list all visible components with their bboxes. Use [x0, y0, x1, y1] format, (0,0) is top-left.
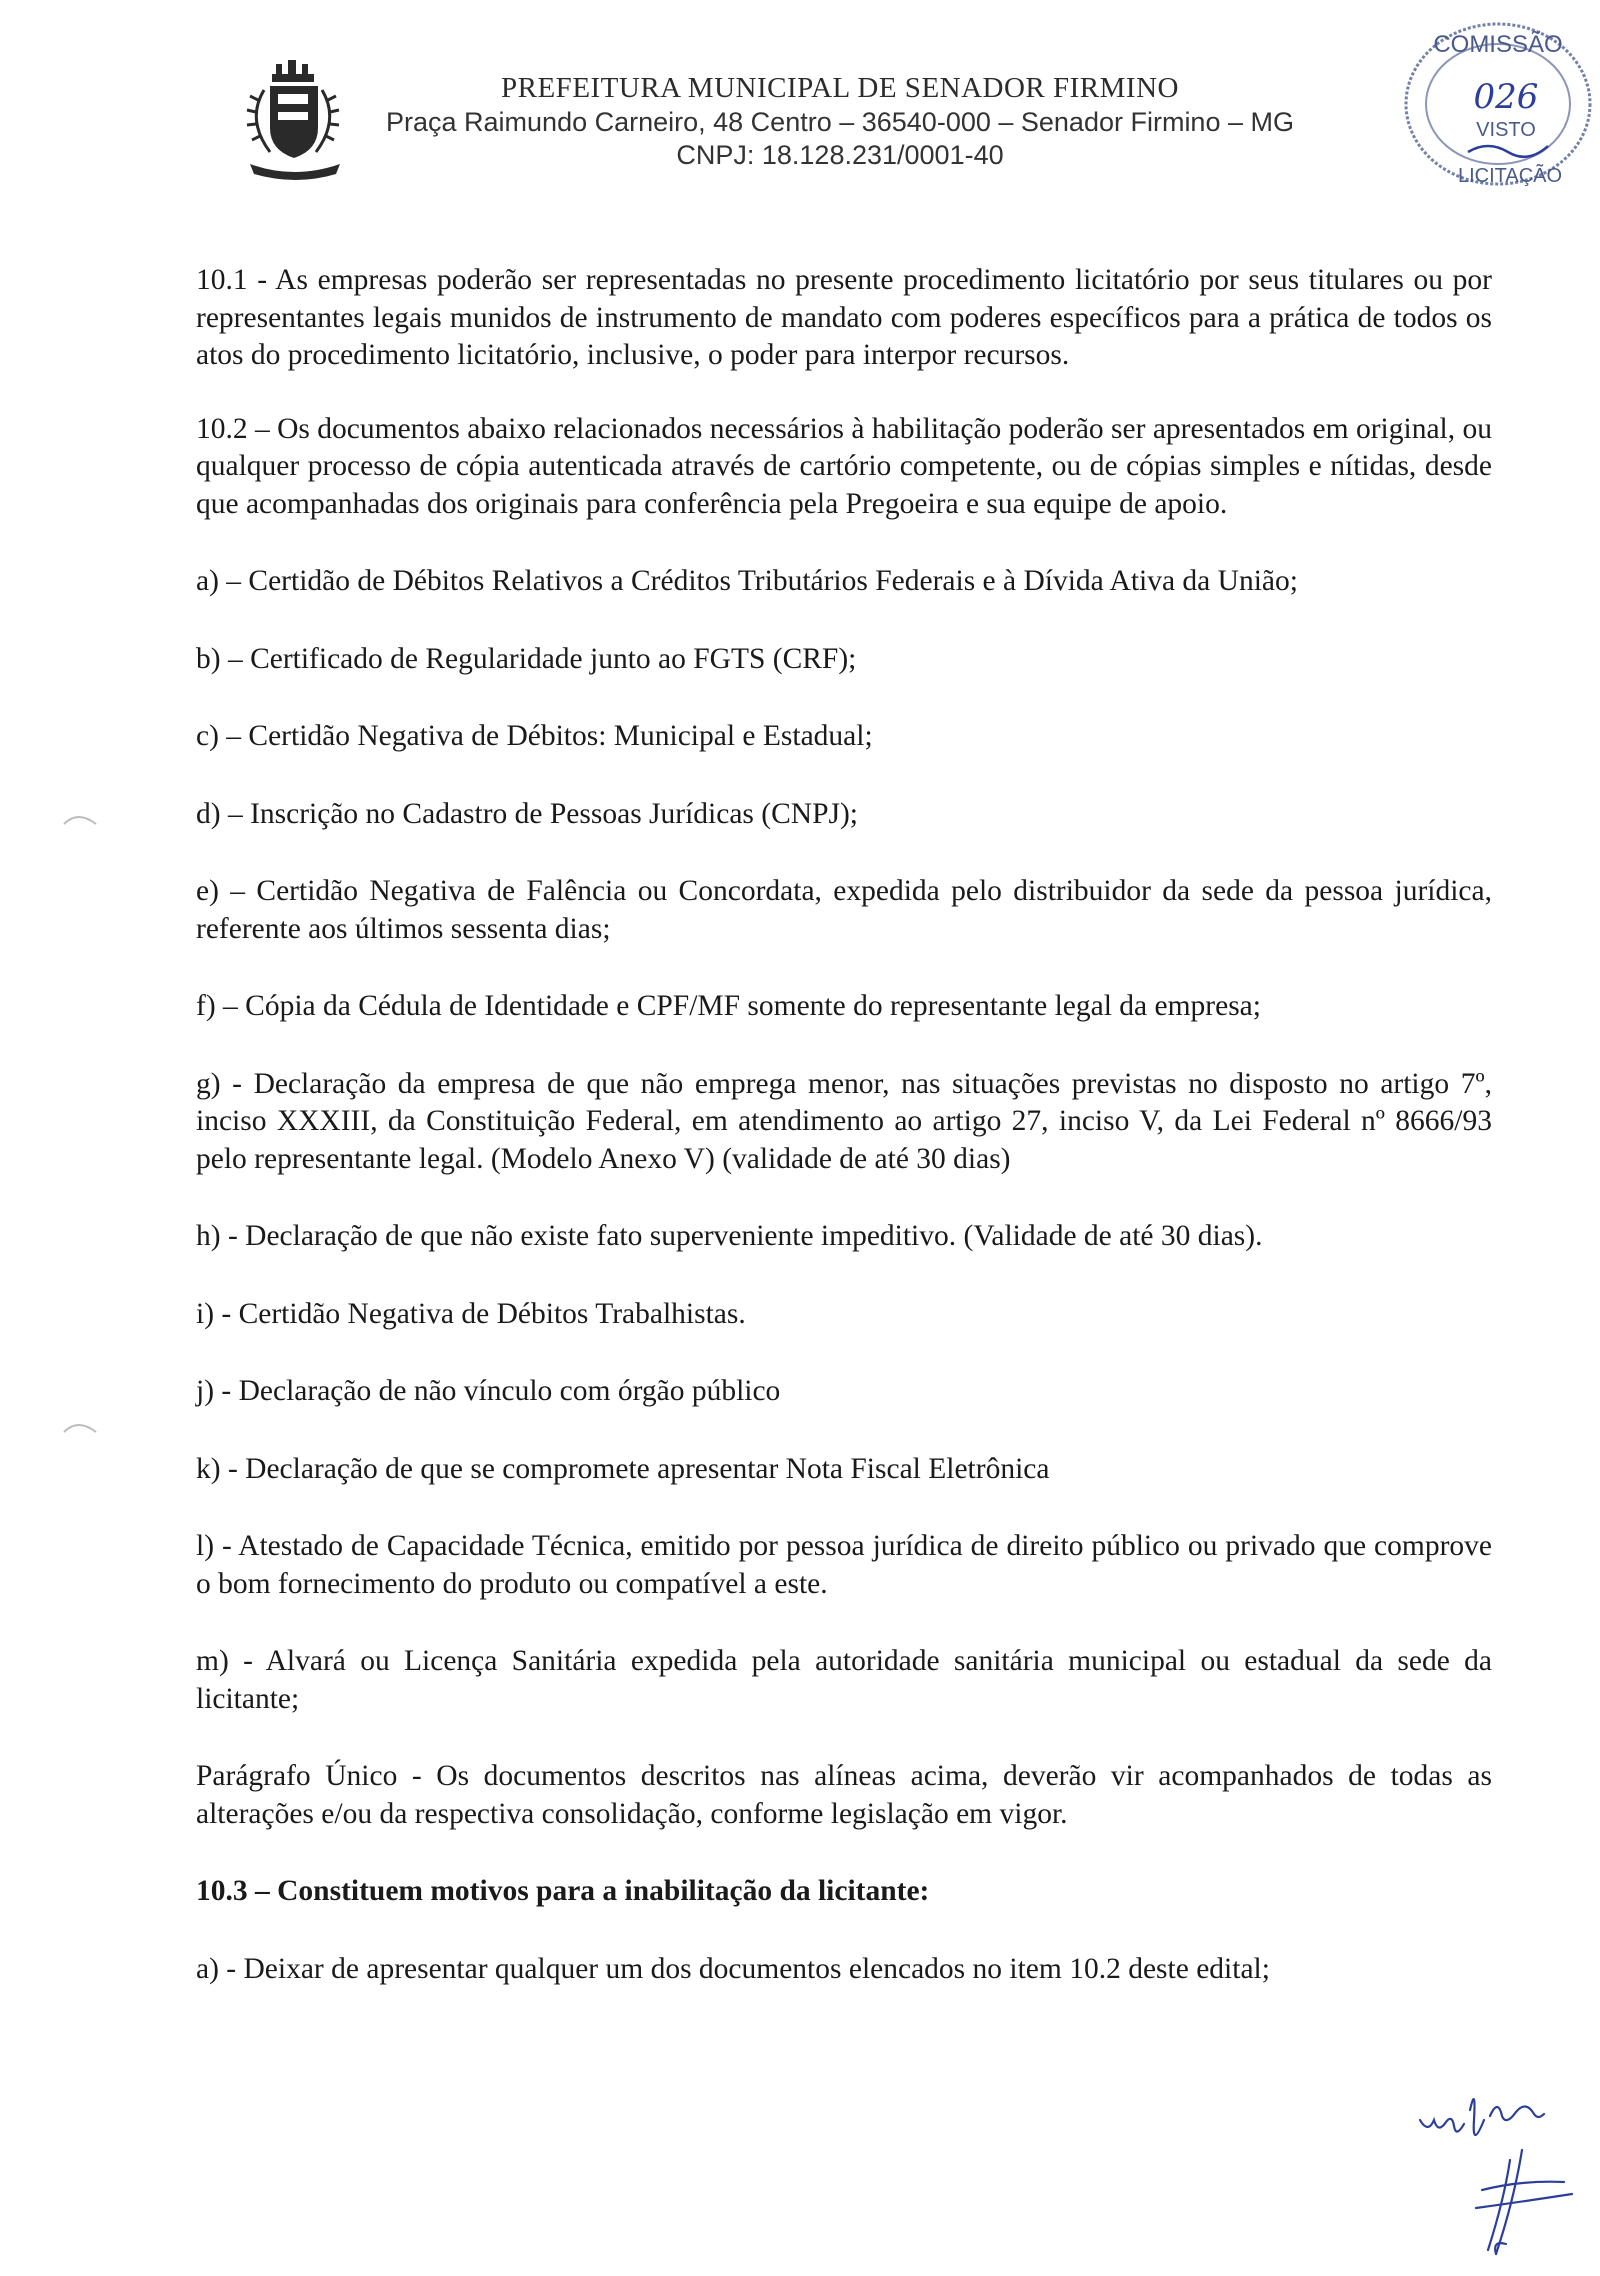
list-item-l: l) - Atestado de Capacidade Técnica, emitido por pessoa jurídica de direito público ou privado que comprove o bom fornecimento do produto ou compatível a este. [196, 1530, 1492, 1600]
stamp-bottom-text: LICITAÇÃO [1457, 165, 1563, 187]
list-item-b: b) – Certificado de Regularidade junto ao FGTS (CRF); [196, 642, 857, 675]
list-item-10-3-a: a) - Deixar de apresentar qualquer um dos documentos elencados no item 10.2 deste edital; [196, 1952, 1270, 1985]
paragraph-10-2: 10.2 – Os documentos abaixo relacionados necessários à habilitação poderão ser apresentados em original, ou qualquer processo de cópia autenticada através de cartório competente, ou de cópias simples e nítidas, desde que acompanhadas dos originais para conferência pela Pregoeira e sua equipe de apoio. [196, 412, 1492, 520]
institution-cnpj: CNPJ: 18.128.231/0001-40 [676, 140, 1004, 170]
list-item-e: e) – Certidão Negativa de Falência ou Concordata, expedida pelo distribuidor da sede da pessoa jurídica, referente aos últimos sessenta dias; [196, 875, 1492, 945]
margin-mark [62, 1420, 98, 1434]
stamp-number: 026 [1473, 77, 1539, 117]
list-item-c: c) – Certidão Negativa de Débitos: Municipal e Estadual; [196, 720, 873, 752]
institution-name: PREFEITURA MUNICIPAL DE SENADOR FIRMINO [501, 72, 1179, 104]
handwritten-signature [1410, 2080, 1600, 2270]
list-item-m: m) - Alvará ou Licença Sanitária expedida pela autoridade sanitária municipal ou estadual da sede da licitante; [196, 1645, 1492, 1715]
paragraph-10-1: 10.1 - As empresas poderão ser representadas no presente procedimento licitatório por seus titulares ou por representantes legais munidos de instrumento de mandato com poderes específicos para a prática de todos os atos do procedimento licitatório, inclusive, o poder para interpor recursos. [196, 264, 1492, 371]
margin-mark [62, 812, 98, 826]
paragrafo-unico: Parágrafo Único - Os documentos descritos nas alíneas acima, deverão vir acompanhados de todas as alterações e/ou da respectiva consolidação, conforme legislação em vigor. [196, 1760, 1492, 1830]
list-item-g: g) - Declaração da empresa de que não emprega menor, nas situações previstas no disposto no artigo 7º, inciso XXXIII, da Constituição Federal, em atendimento ao artigo 27, inciso V, da Lei Federal nº 8666/93 pelo representante legal. (Modelo Anexo V) (validade de até 30 dias) [196, 1067, 1492, 1175]
list-item-a: a) – Certidão de Débitos Relativos a Créditos Tributários Federais e à Dívida Ativa da União; [196, 565, 1298, 597]
stamp-visto: VISTO [1476, 119, 1536, 141]
list-item-f: f) – Cópia da Cédula de Identidade e CPF/MF somente do representante legal da empresa; [196, 990, 1261, 1022]
institution-address: Praça Raimundo Carneiro, 48 Centro – 36540-000 – Senador Firmino – MG [386, 107, 1294, 137]
list-item-k: k) - Declaração de que se compromete apresentar Nota Fiscal Eletrônica [196, 1452, 1050, 1485]
list-item-d: d) – Inscrição no Cadastro de Pessoas Jurídicas (CNPJ); [196, 797, 858, 830]
stamp-top-text: COMISSÃO [1433, 31, 1563, 58]
document-body [196, 262, 1492, 1988]
list-item-h: h) - Declaração de que não existe fato superveniente impeditivo. (Validade de até 30 dias). [196, 1220, 1263, 1252]
document-header [0, 0, 1600, 200]
commission-stamp-icon [1398, 12, 1598, 192]
list-item-i: i) - Certidão Negativa de Débitos Trabalhistas. [196, 1297, 746, 1330]
header-text-block [300, 72, 1380, 171]
list-item-j: j) - Declaração de não vínculo com órgão público [196, 1375, 781, 1407]
section-heading-10-3: 10.3 – Constituem motivos para a inabilitação da licitante: [196, 1875, 930, 1907]
